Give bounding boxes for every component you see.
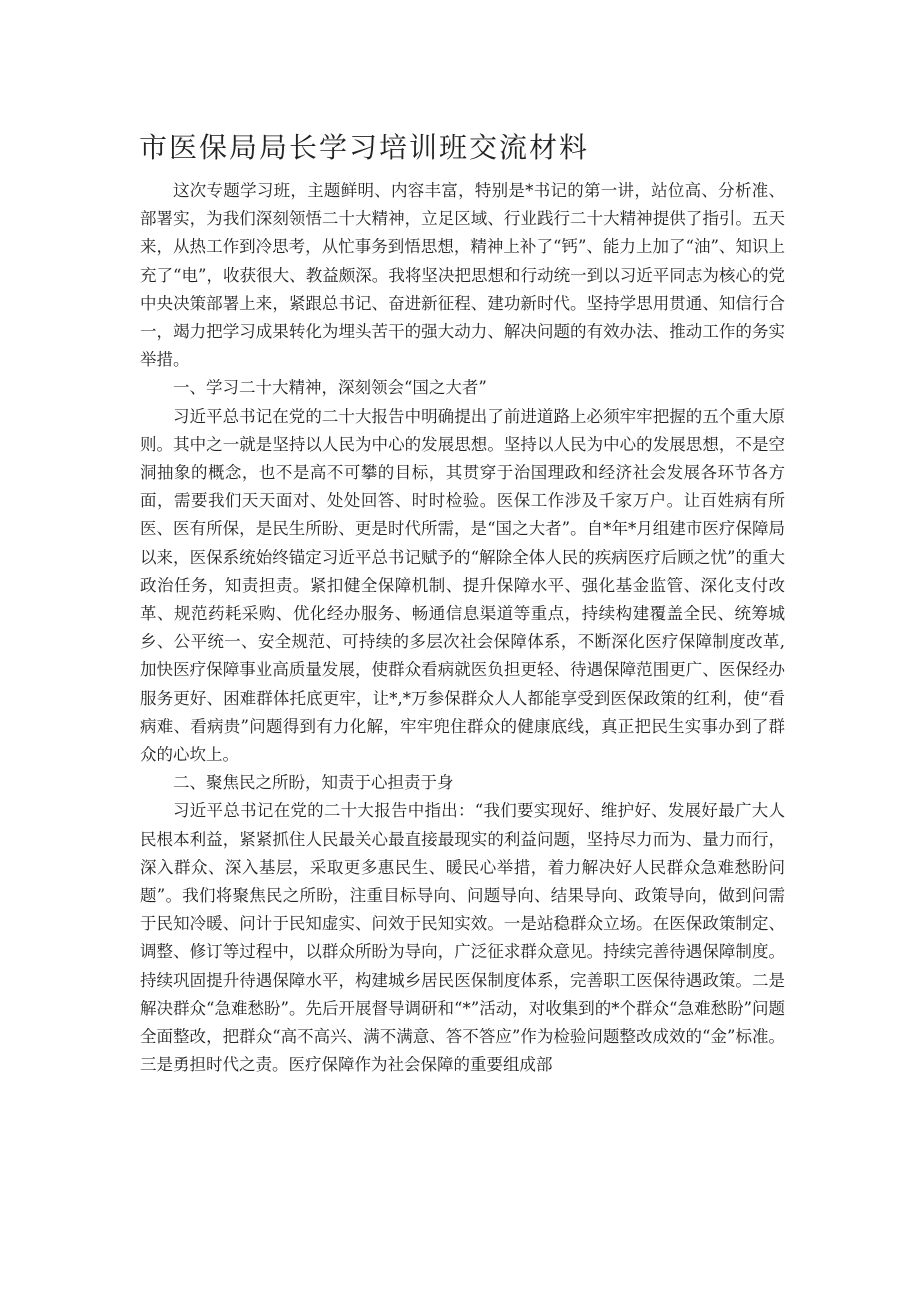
section-heading-2: 二、聚焦民之所盼，知责于心担责于身 [173,773,454,793]
section-2-paragraph: 习近平总书记在党的二十大报告中指出：“我们要实现好、维护好、发展好最广大人民根本利益，紧紧抓住人民最关心最直接最现实的利益问题，坚持尽力而为、量力而行，深入群众、深入基层，采取更多惠民生、暖民心举措，着力解决好人民群众急难愁盼问题”。我们将聚焦民之所盼，注重目标导向、问题导向、结果导向、政策导向，做到问需于民知冷暖、问计于民知虚实、问效于民知实效。一是站稳群众立场。在医保政策制定、调整、修订等过程中，以群众所盼为导向，广泛征求群众意见。持续完善待遇保障制度。持续巩固提升待遇保障水平，构建城乡居民医保制度体系，完善职工医保待遇政策。二是解决群众“急难愁盼”。先后开展督导调研和“*”活动，对收集到的*个群众“急难愁盼”问题全面整改，把群众“高不高兴、满不满意、答不答应”作为检验问题整改成效的“金”标准。三是勇担时代之责。医疗保障作为社会保障的重要组成部 [140,801,785,1075]
section-1-paragraph: 习近平总书记在党的二十大报告中明确提出了前进道路上必须牢牢把握的五个重大原则。其中之一就是坚持以人民为中心的发展思想。坚持以人民为中心的发展思想，不是空洞抽象的概念，也不是高不可攀的目标，其贯穿于治国理政和经济社会发展各环节各方面，需要我们天天面对、处处回答、时时检验。医保工作涉及千家万户。让百姓病有所医、医有所保，是民生所盼、更是时代所需，是“国之大者”。自*年*月组建市医疗保障局以来，医保系统始终锚定习近平总书记赋予的“解除全体人民的疾病医疗后顾之忧”的重大政治任务，知责担责。紧扣健全保障机制、提升保障水平、强化基金监管、深化支付改革、规范药耗采购、优化经办服务、畅通信息渠道等重点，持续构建覆盖全民、统筹城乡、公平统一、安全规范、可持续的多层次社会保障体系，不断深化医疗保障制度改革,加快医疗保障事业高质量发展，使群众看病就医负担更轻、待遇保障范围更广、医保经办服务更好、困难群体托底更牢，让*,*万参保群众人人都能享受到医保政策的红利，使“看病难、看病贵”问题得到有力化解，牢牢兜住群众的健康底线，真正把民生实事办到了群众的心坎上。 [140,406,785,765]
section-heading-1: 一、学习二十大精神，深刻领会“国之大者” [173,378,487,398]
document-title: 市医保局局长学习培训班交流材料 [139,131,590,164]
document-body [140,177,785,1080]
intro-paragraph: 这次专题学习班，主题鲜明、内容丰富，特别是*书记的第一讲，站位高、分析准、部署实，为我们深刻领悟二十大精神，立足区域、行业践行二十大精神提供了指引。五天来，从热工作到冷思考，从忙事务到悟思想，精神上补了“钙”、能力上加了“油”、知识上充了“电”，收获很大、教益颇深。我将坚决把思想和行动统一到以习近平同志为核心的党中央决策部署上来，紧跟总书记、奋进新征程、建功新时代。坚持学思用贯通、知信行合一，竭力把学习成果转化为埋头苦干的强大动力、解决问题的有效办法、推动工作的务实举措。 [140,181,785,370]
